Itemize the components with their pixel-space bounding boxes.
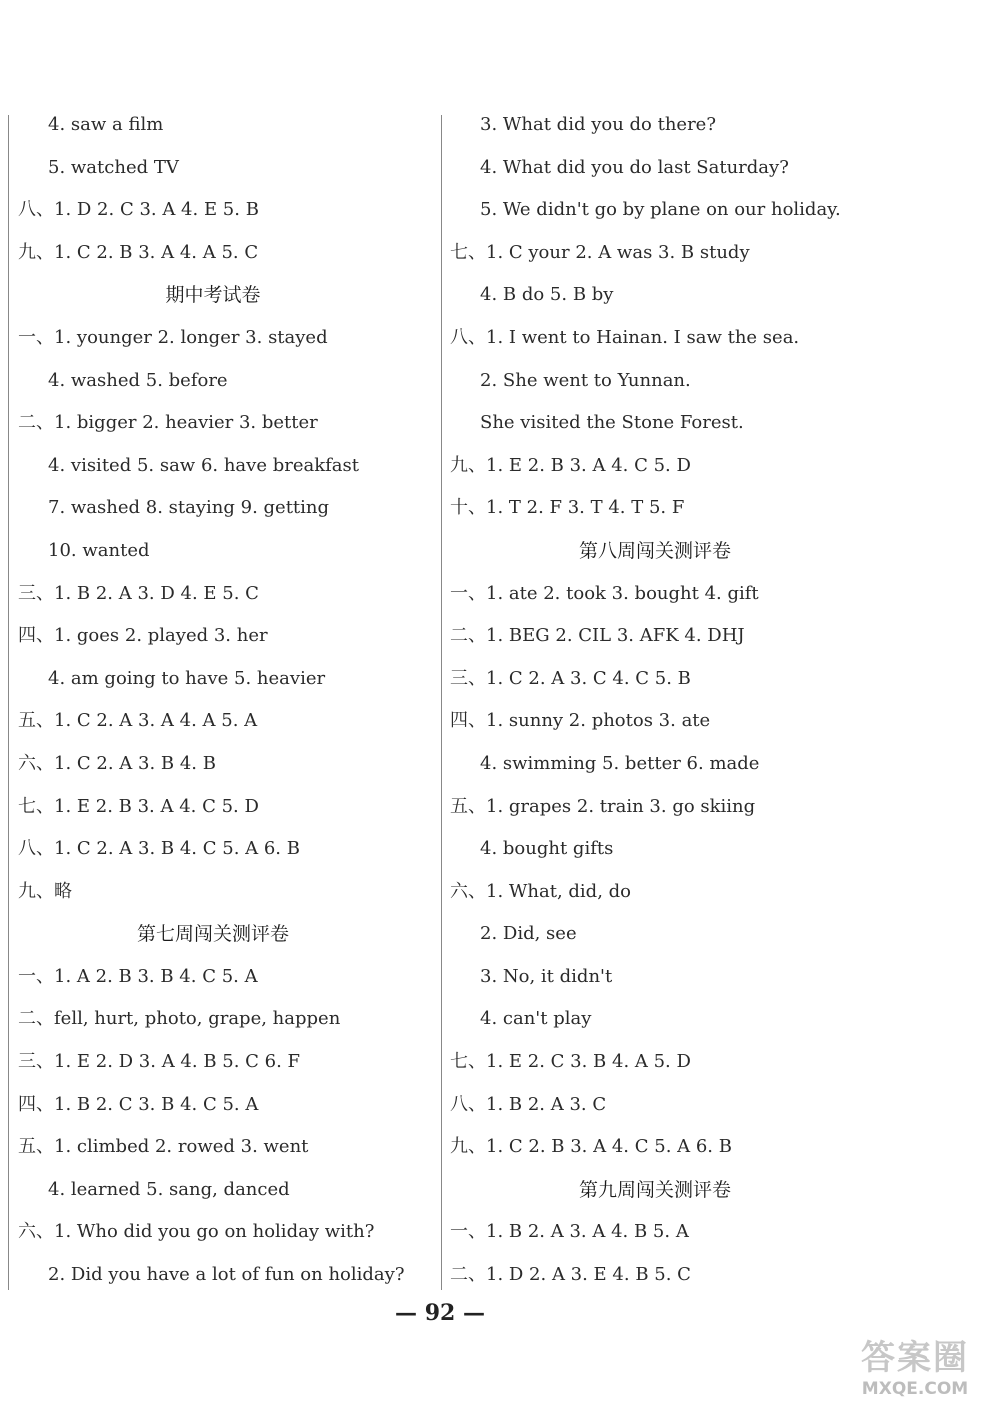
page-number: — 92 — [395,1300,485,1326]
answer-line: 八、1. C 2. A 3. B 4. C 5. A 6. B [18,838,300,860]
answer-line: 四、1. goes 2. played 3. her [18,625,268,647]
left-margin-rule [8,115,9,1290]
answer-line: She visited the Stone Forest. [480,412,744,434]
answer-line: 5. We didn't go by plane on our holiday. [480,199,841,221]
answer-line: 二、1. bigger 2. heavier 3. better [18,412,318,434]
section-heading: 第八周闯关测评卷 [578,539,731,562]
watermark [840,1330,990,1410]
answer-line: 一、1. B 2. A 3. A 4. B 5. A [450,1221,689,1243]
column-divider [441,115,442,1290]
left-column [18,104,438,1297]
answer-line: 三、1. C 2. A 3. C 4. C 5. B [450,667,691,689]
answer-line: 六、1. Who did you go on holiday with? [18,1221,375,1243]
right-column [450,104,990,1297]
answer-line: 5. watched TV [48,156,179,178]
answer-line: 四、1. B 2. C 3. B 4. C 5. A [18,1093,259,1115]
answer-line: 一、1. younger 2. longer 3. stayed [18,326,328,348]
answer-line: 4. B do 5. B by [480,284,614,306]
answer-line: 九、1. C 2. B 3. A 4. C 5. A 6. B [450,1136,732,1158]
answer-line: 七、1. E 2. B 3. A 4. C 5. D [18,795,259,817]
answer-line: 三、1. B 2. A 3. D 4. E 5. C [18,582,259,604]
answer-line: 五、1. climbed 2. rowed 3. went [18,1136,309,1158]
answer-line: 九、略 [18,880,72,902]
answer-line: 八、1. I went to Hainan. I saw the sea. [450,326,800,348]
answer-line: 2. Did, see [480,923,577,945]
answer-line: 3. No, it didn't [480,965,613,987]
answer-line: 九、1. E 2. B 3. A 4. C 5. D [450,454,691,476]
answer-line: 4. learned 5. sang, danced [48,1178,290,1200]
answer-line: 八、1. B 2. A 3. C [450,1093,607,1115]
answer-line: 3. What did you do there? [480,114,716,135]
answer-line: 四、1. sunny 2. photos 3. ate [450,710,711,732]
section-heading: 期中考试卷 [165,284,261,307]
answer-line: 八、1. D 2. C 3. A 4. E 5. B [18,199,259,221]
answer-line: 4. What did you do last Saturday? [480,156,789,178]
answer-line: 4. visited 5. saw 6. have breakfast [48,454,359,476]
answer-line: 一、1. ate 2. took 3. bought 4. gift [450,582,759,604]
answer-line: 4. swimming 5. better 6. made [480,752,760,774]
answer-line: 4. am going to have 5. heavier [48,667,326,689]
watermark-logo: 答案圈 [861,1338,969,1378]
answer-line: 2. She went to Yunnan. [480,369,691,391]
answer-line: 六、1. C 2. A 3. B 4. B [18,752,216,774]
answer-line: 一、1. A 2. B 3. B 4. C 5. A [18,965,258,987]
answer-line: 二、fell, hurt, photo, grape, happen [18,1008,341,1030]
answer-line: 三、1. E 2. D 3. A 4. B 5. C 6. F [18,1051,301,1073]
answer-line: 五、1. grapes 2. train 3. go skiing [450,795,756,817]
answer-line: 4. bought gifts [480,838,614,860]
answer-line: 10. wanted [48,539,150,561]
answer-line: 七、1. C your 2. A was 3. B study [450,241,750,263]
answer-line: 4. can't play [480,1008,592,1030]
section-heading: 第七周闯关测评卷 [136,923,289,946]
answer-line: 十、1. T 2. F 3. T 4. T 5. F [450,497,685,519]
answer-line: 二、1. BEG 2. CIL 3. AFK 4. DHJ [450,625,745,647]
answer-line: 六、1. What, did, do [450,880,632,902]
answer-line: 4. washed 5. before [48,369,228,391]
answer-line: 七、1. E 2. C 3. B 4. A 5. D [450,1051,691,1073]
section-heading: 第九周闯关测评卷 [578,1178,731,1201]
answer-line: 二、1. D 2. A 3. E 4. B 5. C [450,1264,691,1286]
watermark-url: MXQE.COM [861,1379,969,1399]
answer-line: 五、1. C 2. A 3. A 4. A 5. A [18,710,258,732]
answer-line: 4. saw a film [48,114,164,135]
answer-line: 2. Did you have a lot of fun on holiday? [48,1264,405,1286]
answer-line: 九、1. C 2. B 3. A 4. A 5. C [18,241,259,263]
answer-line: 7. washed 8. staying 9. getting [48,497,330,519]
